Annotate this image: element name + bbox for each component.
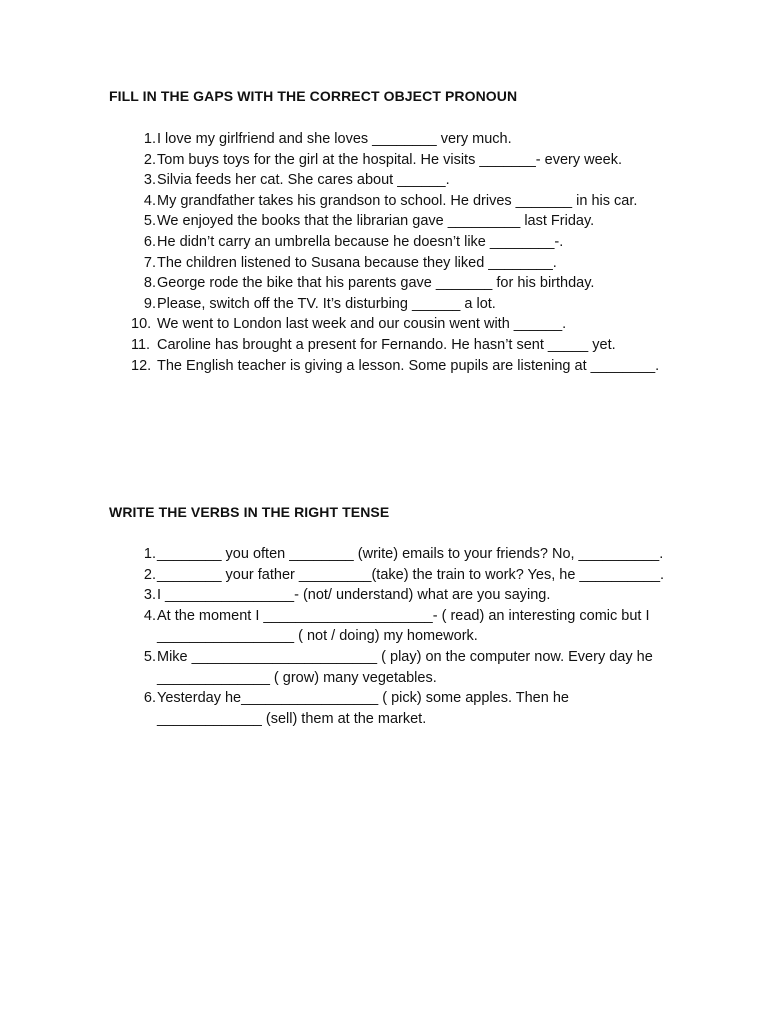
list-item xyxy=(109,150,669,171)
item-number: 1. xyxy=(143,131,156,147)
item-text: Yesterday he_________________ ( pick) some apples. Then he _____________ (sell) them at the market. xyxy=(157,690,569,727)
list-item xyxy=(109,191,669,212)
item-number: 2. xyxy=(143,151,156,168)
list-item xyxy=(109,294,669,315)
list-item xyxy=(109,314,669,335)
list-item xyxy=(109,565,669,586)
list-item xyxy=(109,253,669,274)
list-item xyxy=(109,688,669,729)
item-number: 5. xyxy=(143,648,156,665)
item-text: My grandfather takes his grandson to school. He drives _______ in his car. xyxy=(157,192,638,209)
item-number: 8. xyxy=(143,275,156,292)
list-item xyxy=(109,356,669,377)
section1-heading: FILL IN THE GAPS WITH THE CORRECT OBJECT PRONOUN xyxy=(109,88,518,104)
item-text: At the moment I _____________________- ( read) an interesting comic but I _________________ ( not / doing) my homework. xyxy=(157,607,650,645)
item-text: The English teacher is giving a lesson. Some pupils are listening at ________. xyxy=(157,357,660,374)
item-text: Mike _______________________ ( play) on the computer now. Every day he ______________ ( grow) many vegetables. xyxy=(157,648,653,686)
item-number: 11. xyxy=(131,336,151,353)
item-number: 4. xyxy=(143,192,156,209)
list-item xyxy=(109,129,669,150)
item-number: 3. xyxy=(143,172,156,189)
list-item xyxy=(109,647,669,688)
item-number: 1. xyxy=(143,546,156,562)
item-number: 4. xyxy=(143,607,156,624)
list-item xyxy=(109,335,669,356)
item-text: Tom buys toys for the girl at the hospital. He visits _______- every week. xyxy=(157,151,623,168)
item-text: Caroline has brought a present for Fernando. He hasn’t sent _____ yet. xyxy=(157,336,616,353)
list-item xyxy=(109,606,669,647)
list-item xyxy=(109,211,669,232)
item-text: Please, switch off the TV. It’s disturbing ______ a lot. xyxy=(157,295,496,312)
item-text: Silvia feeds her cat. She cares about ______. xyxy=(157,172,450,189)
list-item xyxy=(109,170,669,191)
list-item xyxy=(109,585,669,606)
item-number: 12. xyxy=(131,357,152,374)
item-number: 6. xyxy=(143,233,156,250)
item-number: 5. xyxy=(143,213,156,230)
item-number: 9. xyxy=(143,295,156,312)
item-number: 2. xyxy=(143,566,156,583)
item-text: We enjoyed the books that the librarian gave _________ last Friday. xyxy=(157,213,595,230)
item-number: 6. xyxy=(143,690,156,707)
item-text: The children listened to Susana because they liked ________. xyxy=(157,254,557,271)
list-item xyxy=(109,544,669,565)
item-text: ________ your father _________(take) the train to work? Yes, he __________. xyxy=(157,566,665,583)
item-text: ________ you often ________ (write) emails to your friends? No, __________. xyxy=(157,546,664,562)
list-item xyxy=(109,273,669,294)
item-text: We went to London last week and our cousin went with ______. xyxy=(157,316,567,333)
pronoun-exercise-list xyxy=(109,129,669,376)
list-item xyxy=(109,232,669,253)
item-number: 7. xyxy=(143,254,156,271)
section2-heading: WRITE THE VERBS IN THE RIGHT TENSE xyxy=(109,504,390,520)
verb-tense-exercise-list xyxy=(109,544,669,729)
item-text: George rode the bike that his parents gave _______ for his birthday. xyxy=(157,275,595,292)
item-text: I ________________- (not/ understand) what are you saying. xyxy=(157,587,551,604)
item-text: I love my girlfriend and she loves ________ very much. xyxy=(157,131,512,147)
item-text: He didn’t carry an umbrella because he doesn’t like ________-. xyxy=(157,233,564,250)
item-number: 10. xyxy=(131,316,152,333)
item-number: 3. xyxy=(143,587,156,604)
